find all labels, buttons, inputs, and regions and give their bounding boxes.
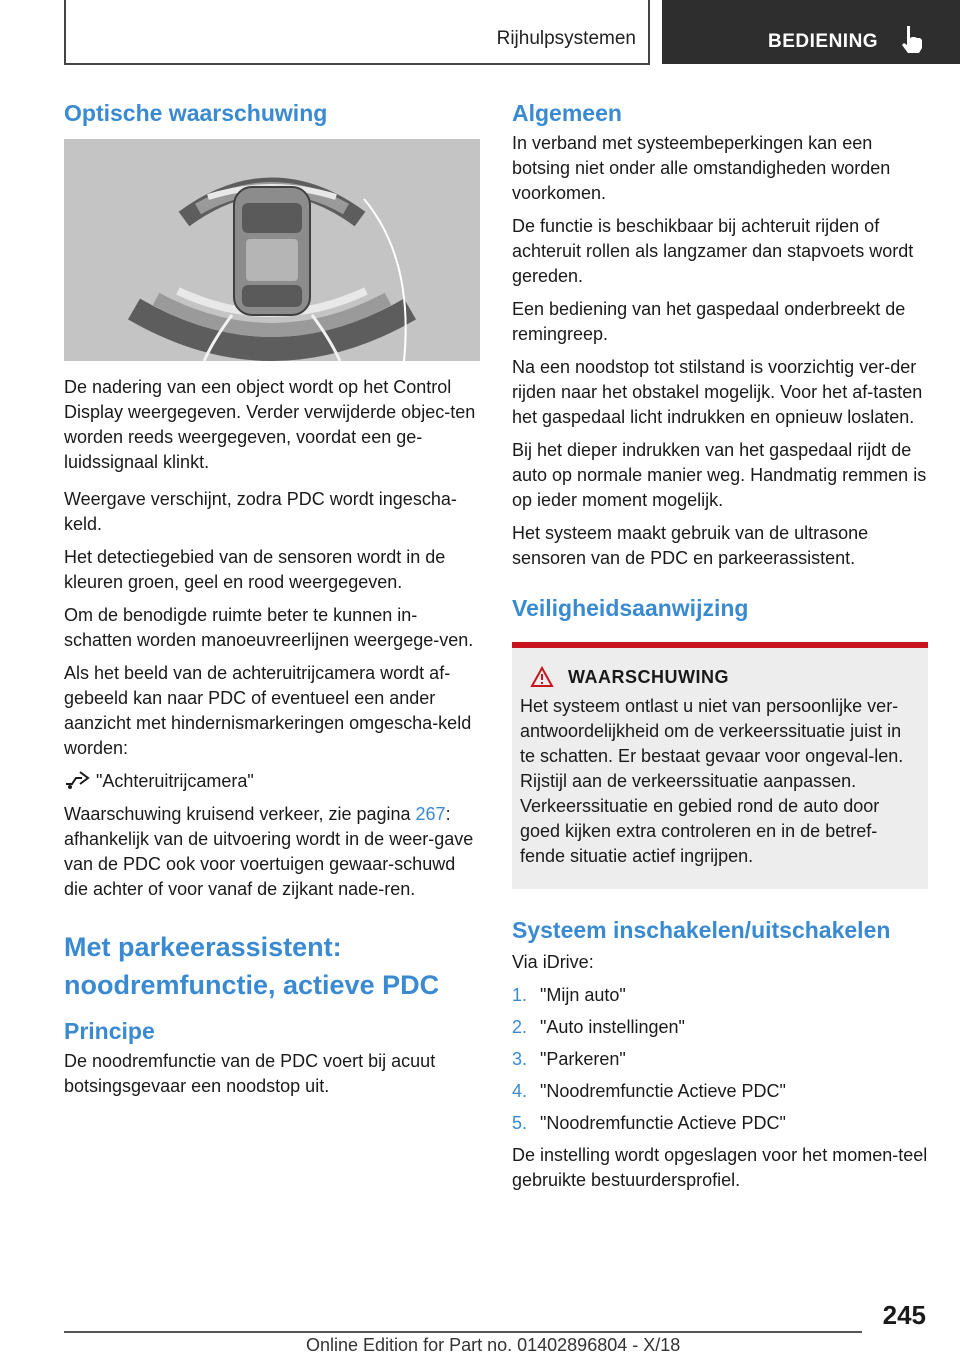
list-item (512, 1111, 928, 1136)
warning-title-row (530, 666, 920, 688)
step-label: "Noodremfunctie Actieve PDC" (540, 1081, 786, 1101)
heading-optical-warning: Optische waarschuwing (64, 100, 328, 126)
left-column (64, 100, 480, 1099)
heading-general: Algemeen (512, 100, 622, 126)
warning-title: WAARSCHUWING (568, 666, 729, 687)
camera-option-row (64, 769, 480, 794)
para-general-4: Na een noodstop tot stilstand is voorzichtig ver-der rijden naar het obstakel mogelijk. Voor het af-tasten het gaspedaal licht indrukken en opnieuw loslaten. (512, 357, 923, 427)
para-pdc-on: Weergave verschijnt, zodra PDC wordt ingescha-keld. (64, 489, 457, 534)
step-label: "Noodremfunctie Actieve PDC" (540, 1113, 786, 1133)
para-cross-traffic (64, 802, 480, 902)
warning-triangle-icon (530, 666, 554, 688)
page-link-267[interactable]: 267 (415, 804, 446, 824)
cross-traffic-text-b: : afhankelijk van de uitvoering wordt in de weer-gave van de PDC ook voor voertuigen gewaar-schuwd die achter of voor vanaf de zijkant nade-ren. (64, 804, 474, 899)
step-number: 2. (512, 1017, 528, 1037)
para-setting-saved: De instelling wordt opgeslagen voor het momen-teel gebruikte bestuurdersprofiel. (512, 1145, 928, 1190)
para-general-5: Bij het dieper indrukken van het gaspedaal rijdt de auto op normale manier weg. Handmatig remmen is op ieder moment mogelijk. (512, 440, 927, 510)
pointing-hand-icon (898, 24, 924, 54)
step-number: 1. (512, 985, 528, 1005)
para-general-6: Het systeem maakt gebruik van de ultrasone sensoren van de PDC en parkeerassistent. (512, 523, 869, 568)
heading-safety: Veiligheidsaanwijzing (512, 595, 749, 621)
list-item (512, 1079, 928, 1104)
step-number: 3. (512, 1049, 528, 1069)
para-general-1: In verband met systeembeperkingen kan een botsing niet onder alle omstandigheden worden voorkomen. (512, 133, 891, 203)
para-via-idrive: Via iDrive: (512, 952, 594, 972)
para-manoeuvre-lines: Om de benodigde ruimte beter te kunnen in-schatten worden manoeuvreerlijnen weergege-ven. (64, 605, 474, 650)
chapter-tab-label: BEDIENING (768, 31, 879, 52)
parking-camera-icon (64, 770, 90, 790)
para-detection-colors: Het detectiegebied van de sensoren wordt in de kleuren groen, geel en rood weergegeven. (64, 547, 446, 592)
page-number: 245 (882, 1300, 926, 1330)
header-bottom-rule (64, 63, 650, 65)
camera-option-label: "Achteruitrijcamera" (96, 771, 254, 791)
header-section-title: Rijhulpsystemen (496, 28, 636, 49)
footer-edition: Online Edition for Part no. 01402896804 - X/18 (306, 1335, 681, 1355)
step-label: "Auto instellingen" (540, 1017, 685, 1037)
list-item (512, 983, 928, 1008)
step-label: "Mijn auto" (540, 985, 626, 1005)
para-approach: De nadering van een object wordt op het Control Display weergegeven. Verder verwijderde objec-ten worden reeds weergegeven, voordat een ge-luidssignaal klinkt. (64, 377, 476, 472)
heading-toggle-system: Systeem inschakelen/uitschakelen (512, 917, 891, 943)
para-general-3: Een bediening van het gaspedaal onderbreekt de remingreep. (512, 299, 906, 344)
heading-parking-assistant: Met parkeerassistent: noodremfunctie, actieve PDC (64, 932, 440, 1000)
right-column (512, 100, 928, 1193)
list-item (512, 1015, 928, 1040)
steps-list (512, 983, 928, 1136)
footer-rule (64, 1331, 862, 1333)
para-camera-switch: Als het beeld van de achteruitrijcamera wordt af-gebeeld kan naar PDC of eventueel een ander aanzicht met hindernismarkeringen omgescha-keld worden: (64, 663, 472, 758)
para-general-2: De functie is beschikbaar bij achteruit rijden of achteruit rollen als langzamer dan stapvoets wordt gereden. (512, 216, 914, 286)
cross-traffic-text-a: Waarschuwing kruisend verkeer, zie pagina (64, 804, 416, 824)
warning-text: Het systeem ontlast u niet van persoonlijke ver-antwoordelijkheid om de verkeerssituatie juist in te schatten. Er bestaat gevaar voor ongeval-len. Rijstijl aan de verkeerssituatie aanpassen. Verkeerssituatie en gebied rond de auto door goed kijken extra controleren en in de betref-fende situatie actief ingrijpen. (520, 696, 904, 866)
step-number: 4. (512, 1081, 528, 1101)
pdc-illustration-svg (64, 139, 480, 361)
header-chapter-tab[interactable] (662, 0, 960, 64)
header-separator (648, 0, 650, 64)
parking-sensor-car-image (64, 139, 480, 361)
step-number: 5. (512, 1113, 528, 1133)
warning-box (512, 642, 928, 889)
list-item (512, 1047, 928, 1072)
header-left-rule (64, 0, 66, 64)
heading-principle: Principe (64, 1018, 155, 1044)
para-principle: De noodremfunctie van de PDC voert bij acuut botsingsgevaar een noodstop uit. (64, 1051, 436, 1096)
step-label: "Parkeren" (540, 1049, 626, 1069)
